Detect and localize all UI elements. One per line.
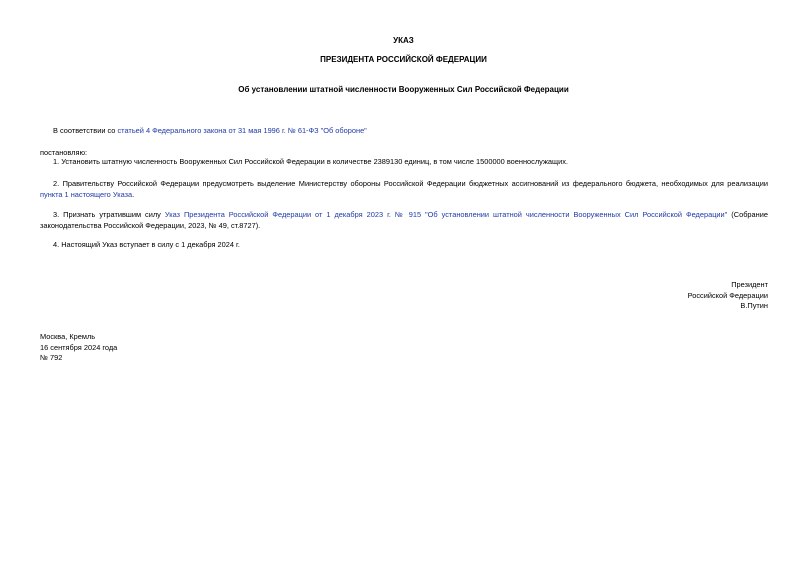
item-2-end: . bbox=[132, 189, 135, 199]
decree-number: № 792 bbox=[40, 353, 63, 362]
item-2-text: 2. Правительству Российской Федерации предусмотреть выделение Министерству обороны Российской Федерации бюджетных ассигнований из федерального бюджета, необходимых для реализации bbox=[53, 179, 768, 188]
item-3-text: 3. Признать утратившим силу bbox=[53, 210, 165, 219]
item-1: 1. Установить штатную численность Вооруженных Сил Российской Федерации в количестве 2389130 единиц, в том числе 1500000 военнослужащих. bbox=[53, 157, 568, 166]
place-date-block bbox=[40, 332, 117, 364]
item-3-link[interactable]: Указ Президента Российской Федерации от 1 декабря 2023 г. № 915 "Об установлении штатной численности Вооруженных Сил Российской Федерации" bbox=[164, 210, 728, 219]
signature-position: Президент bbox=[731, 280, 768, 289]
item-3 bbox=[40, 210, 768, 231]
issuer-title: ПРЕЗИДЕНТА РОССИЙСКОЙ ФЕДЕРАЦИИ bbox=[320, 55, 487, 64]
item-4: 4. Настоящий Указ вступает в силу с 1 декабря 2024 г. bbox=[53, 240, 240, 249]
signature-name: В.Путин bbox=[740, 301, 768, 310]
item-2 bbox=[40, 179, 768, 200]
item-2-link[interactable]: пункта 1 настоящего Указа bbox=[40, 189, 133, 199]
decree-title: УКАЗ bbox=[393, 36, 414, 45]
decree-date: 16 сентября 2024 года bbox=[40, 342, 118, 352]
preamble-text: В соответствии со bbox=[53, 126, 118, 135]
preamble-law-link[interactable]: статьей 4 Федерального закона от 31 мая 1996 г. № 61-ФЗ "Об обороне" bbox=[117, 126, 367, 135]
preamble bbox=[40, 126, 768, 137]
item-3-end: (Собрание законодательства Российской Федерации, 2023, № 49, ст.8727). bbox=[40, 210, 768, 230]
decree-word: постановляю: bbox=[40, 148, 88, 157]
decree-subject: Об установлении штатной численности Вооруженных Сил Российской Федерации bbox=[238, 85, 569, 94]
signature-country: Российской Федерации bbox=[687, 290, 768, 300]
signature-block bbox=[688, 280, 768, 312]
decree-place: Москва, Кремль bbox=[40, 332, 96, 341]
